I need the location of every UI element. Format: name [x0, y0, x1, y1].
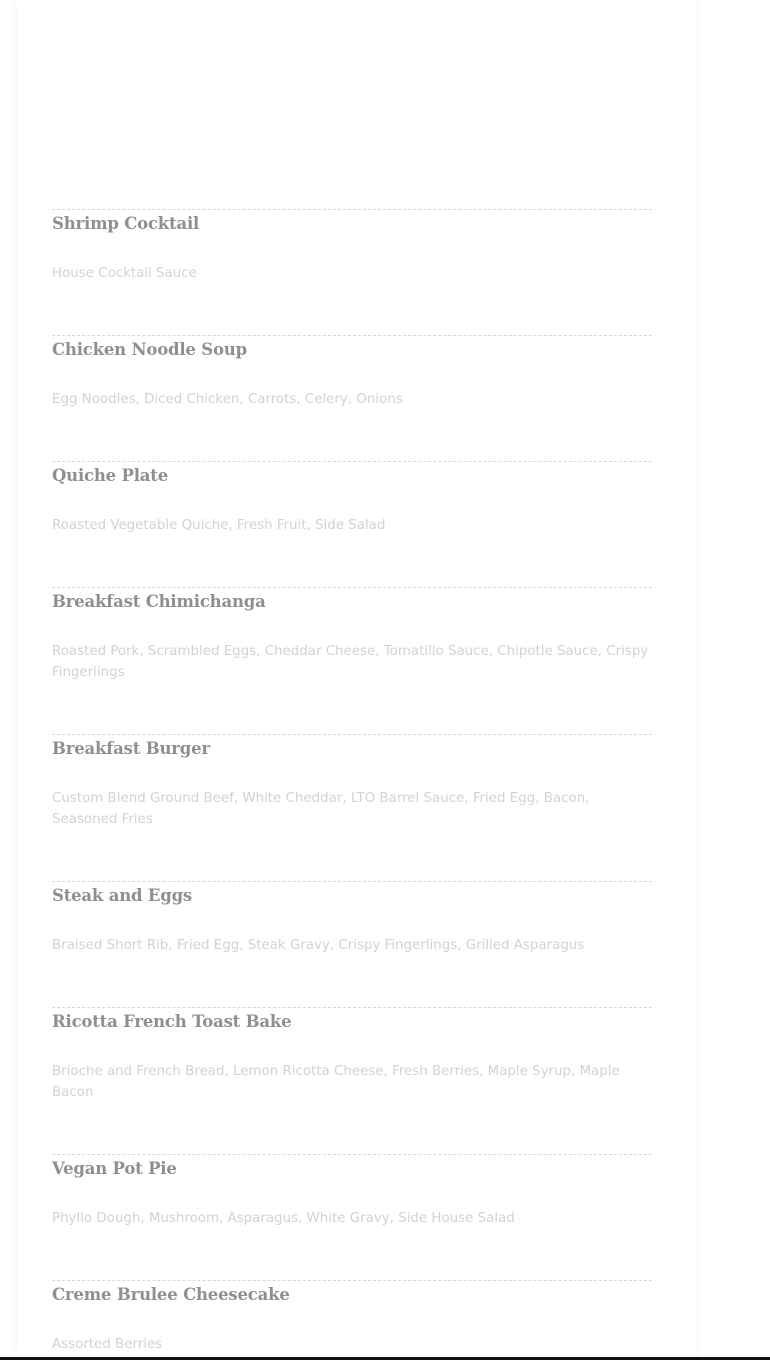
menu-item — [52, 881, 652, 956]
menu-item — [52, 734, 652, 830]
menu-item-description: Assorted Berries — [52, 1337, 163, 1352]
menu-item-header — [52, 881, 652, 905]
menu-item-description: House Cocktail Sauce — [52, 266, 197, 281]
menu-item-name: Vegan Pot Pie — [52, 1160, 187, 1178]
dotted-leader — [52, 1154, 652, 1155]
menu-item-name: Creme Brulee Cheesecake — [52, 1286, 300, 1304]
menu-item-description: Egg Noodles, Diced Chicken, Carrots, Celery, Onions — [52, 392, 403, 407]
menu-item — [52, 1007, 652, 1103]
dotted-leader — [52, 209, 652, 210]
menu-item-description: Custom Blend Ground Beef, White Cheddar, LTO Barrel Sauce, Fried Egg, Bacon, Seasoned Fries — [52, 791, 590, 827]
menu-item-description: Roasted Vegetable Quiche, Fresh Fruit, Side Salad — [52, 518, 386, 533]
menu-item — [52, 1280, 652, 1355]
dotted-leader — [52, 461, 652, 462]
menu-item-name: Steak and Eggs — [52, 887, 202, 905]
menu-item — [52, 587, 652, 683]
dotted-leader — [52, 881, 652, 882]
menu-item-name: Breakfast Chimichanga — [52, 593, 276, 611]
menu-item-name: Breakfast Burger — [52, 740, 220, 758]
menu-item-header — [52, 461, 652, 485]
menu-item — [52, 335, 652, 410]
menu-item-header — [52, 335, 652, 359]
menu-item-name: Chicken Noodle Soup — [52, 341, 257, 359]
menu-item-description: Roasted Pork, Scrambled Eggs, Cheddar Cheese, Tomatillo Sauce, Chipotle Sauce, Crispy Fingerlings — [52, 644, 649, 680]
menu-item-header — [52, 1007, 652, 1031]
menu-item-header — [52, 1280, 652, 1304]
menu-item-description: Braised Short Rib, Fried Egg, Steak Gravy, Crispy Fingerlings, Grilled Asparagus — [52, 938, 585, 953]
menu-item-header — [52, 587, 652, 611]
menu-item-header — [52, 1154, 652, 1178]
menu-item — [52, 209, 652, 284]
dotted-leader — [52, 734, 652, 735]
menu-item-name: Shrimp Cocktail — [52, 215, 209, 233]
menu-item-header — [52, 209, 652, 233]
dotted-leader — [52, 1007, 652, 1008]
menu-item — [52, 1154, 652, 1229]
menu-item-description: Brioche and French Bread, Lemon Ricotta Cheese, Fresh Berries, Maple Syrup, Maple Bacon — [52, 1064, 620, 1100]
dotted-leader — [52, 335, 652, 336]
menu-item-header — [52, 734, 652, 758]
menu-item-name: Ricotta French Toast Bake — [52, 1013, 301, 1031]
dotted-leader — [52, 1280, 652, 1281]
menu-item — [52, 461, 652, 536]
menu-item-description: Phyllo Dough, Mushroom, Asparagus, White Gravy, Side House Salad — [52, 1211, 515, 1226]
menu-item-name: Quiche Plate — [52, 467, 178, 485]
dotted-leader — [52, 587, 652, 588]
